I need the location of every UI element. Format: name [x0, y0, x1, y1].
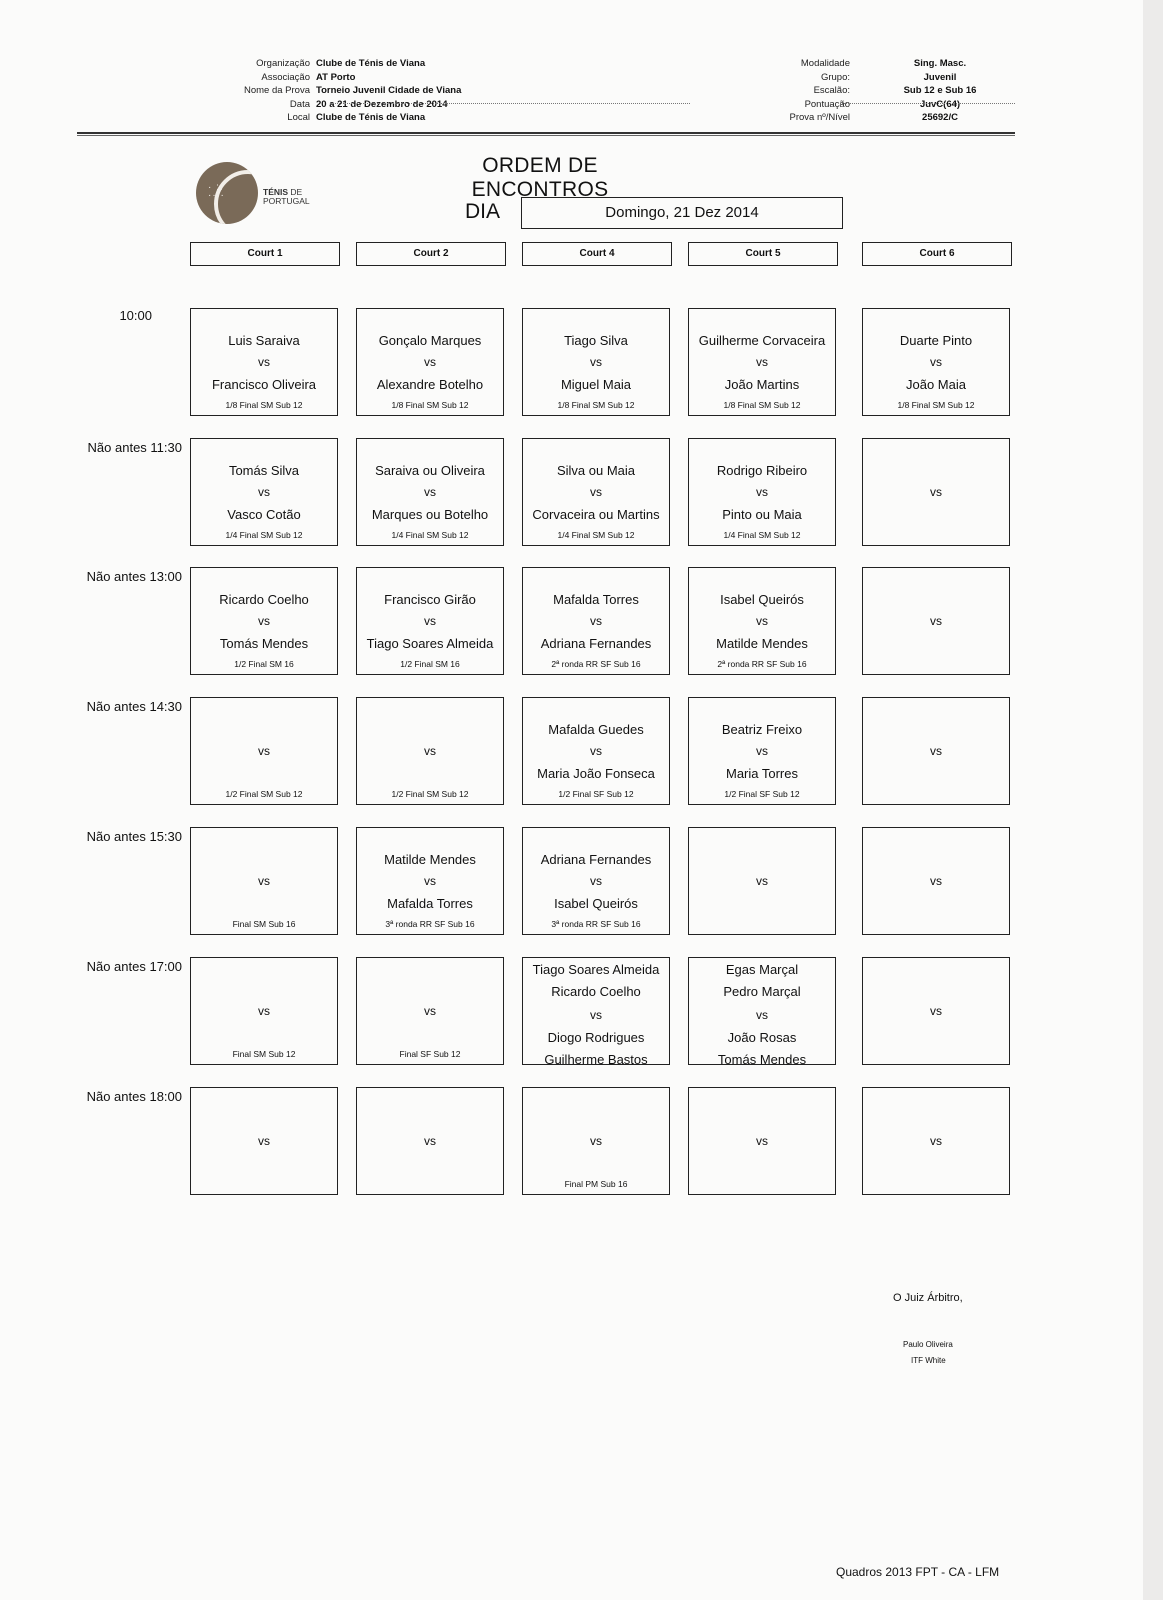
round-label: 1/2 Final SM Sub 12 — [225, 789, 303, 799]
player2: Adriana Fernandes — [540, 636, 652, 651]
time-slot-label: 10:00 — [119, 308, 152, 323]
match-cell — [688, 1087, 836, 1195]
player1: Adriana Fernandes — [540, 852, 652, 867]
header-left-value: Torneio Juvenil Cidade de Viana — [316, 85, 462, 96]
vs-label: vs — [930, 485, 942, 499]
header-right-value: Sing. Masc. — [913, 58, 967, 69]
match-cell — [190, 827, 338, 935]
footer: Quadros 2013 FPT - CA - LFM — [836, 1565, 1000, 1579]
match-cell — [522, 957, 670, 1065]
round-label: 1/4 Final SM Sub 12 — [723, 530, 801, 540]
match-cell — [862, 697, 1010, 805]
vs-label: vs — [756, 485, 768, 499]
player2: Maria Torres — [725, 766, 798, 781]
scan-edge — [1143, 0, 1163, 1600]
court-header: Court 4 — [522, 242, 672, 266]
round-label: 1/8 Final SM Sub 12 — [391, 400, 469, 410]
player1: Mafalda Guedes — [548, 722, 644, 737]
court-header: Court 5 — [688, 242, 838, 266]
header-left-value: 20 a 21 de Dezembro de 2014 — [316, 98, 448, 110]
time-slot-label: Não antes 15:30 — [86, 829, 182, 844]
time-slot-label: Não antes 13:00 — [86, 569, 182, 584]
match-cell — [190, 308, 338, 416]
signature-name: Paulo Oliveira — [903, 1340, 953, 1349]
team2-player1: João Rosas — [727, 1030, 797, 1045]
round-label: 1/8 Final SM Sub 12 — [897, 400, 975, 410]
match-cell — [522, 308, 670, 416]
vs-label: vs — [590, 355, 602, 369]
player2: Francisco Oliveira — [211, 377, 317, 392]
round-label: 3ª ronda RR SF Sub 16 — [385, 919, 475, 929]
round-label: 2ª ronda RR SF Sub 16 — [551, 659, 641, 669]
team1-player1: Egas Marçal — [725, 962, 799, 977]
match-cell — [190, 438, 338, 546]
player1: Guilherme Corvaceira — [698, 333, 826, 348]
player1: Isabel Queirós — [720, 592, 804, 607]
header-rule-thin — [77, 135, 1015, 136]
vs-label: vs — [756, 1008, 768, 1022]
team2-player2: Guilherme Bastos — [544, 1052, 648, 1067]
round-label: 1/2 Final SM 16 — [400, 659, 460, 669]
team1-player2: Ricardo Coelho — [551, 984, 641, 999]
vs-label: vs — [424, 485, 436, 499]
match-cell — [190, 567, 338, 675]
day-value: Domingo, 21 Dez 2014 — [521, 197, 843, 229]
match-cell — [522, 827, 670, 935]
vs-label: vs — [258, 744, 270, 758]
vs-label: vs — [258, 614, 270, 628]
round-label: 1/2 Final SM Sub 12 — [391, 789, 469, 799]
player1: Tomás Silva — [228, 463, 300, 478]
match-cell — [356, 308, 504, 416]
header-rule — [77, 132, 1015, 134]
player2: Mafalda Torres — [387, 896, 473, 911]
day-label: DIA — [465, 200, 501, 223]
header-right-value: Juvenil — [923, 71, 957, 83]
match-cell — [522, 438, 670, 546]
match-cell — [356, 438, 504, 546]
round-label: 1/8 Final SM Sub 12 — [225, 400, 303, 410]
logo-line1-bold: TÉNIS — [263, 187, 289, 197]
vs-label: vs — [756, 1134, 768, 1148]
player1: Saraiva ou Oliveira — [375, 463, 485, 478]
match-cell — [522, 1087, 670, 1195]
vs-label: vs — [424, 355, 436, 369]
round-label: Final PM Sub 16 — [564, 1179, 628, 1189]
court-header: Court 2 — [356, 242, 506, 266]
tennis-portugal-logo-icon: · :: ·· · — [196, 162, 258, 224]
player1: Rodrigo Ribeiro — [716, 463, 808, 478]
match-cell — [862, 438, 1010, 546]
vs-label: vs — [930, 1134, 942, 1148]
vs-label: vs — [590, 744, 602, 758]
round-label: 3ª ronda RR SF Sub 16 — [551, 919, 641, 929]
header-right-label: Escalão: — [813, 85, 850, 96]
header-left-label: Organização — [256, 58, 310, 69]
header-left-value: Clube de Ténis de Viana — [316, 112, 426, 123]
header-left — [200, 57, 680, 132]
match-cell — [522, 567, 670, 675]
logo-text — [263, 188, 310, 206]
player2: Alexandre Botelho — [376, 377, 484, 392]
round-label: Final SM Sub 12 — [232, 1049, 296, 1059]
match-cell — [190, 1087, 338, 1195]
header-right-value: Sub 12 e Sub 16 — [903, 85, 977, 96]
match-cell — [356, 827, 504, 935]
court-header: Court 1 — [190, 242, 340, 266]
match-cell — [356, 697, 504, 805]
time-slot-label: Não antes 11:30 — [87, 440, 182, 455]
player2: Miguel Maia — [560, 377, 632, 392]
vs-label: vs — [424, 744, 436, 758]
round-label: Final SF Sub 12 — [399, 1049, 461, 1059]
logo-line1-rest: DE — [288, 187, 303, 197]
match-cell — [356, 957, 504, 1065]
time-slot-label: Não antes 17:00 — [86, 959, 182, 974]
team1-player1: Tiago Soares Almeida — [532, 962, 660, 977]
match-cell — [862, 308, 1010, 416]
match-cell — [688, 438, 836, 546]
court-header: Court 6 — [862, 242, 1012, 266]
header-left-value: Clube de Ténis de Viana — [316, 58, 426, 69]
vs-label: vs — [590, 485, 602, 499]
player2: Matilde Mendes — [716, 636, 808, 651]
match-cell — [356, 567, 504, 675]
header-right-value: 25692/C — [922, 112, 958, 123]
player2: Vasco Cotão — [227, 507, 301, 522]
player2: Tiago Soares Almeida — [366, 636, 494, 651]
header-left-label: Local — [287, 112, 310, 123]
team2-player2: Tomás Mendes — [717, 1052, 807, 1067]
page-title: ORDEM DE ENCONTROS — [471, 154, 609, 201]
match-cell — [862, 827, 1010, 935]
vs-label: vs — [756, 874, 768, 888]
player1: Beatriz Freixo — [721, 722, 803, 737]
player2: Corvaceira ou Martins — [532, 507, 660, 522]
team2-player1: Diogo Rodrigues — [547, 1030, 645, 1045]
header-right-value: JuvC(64) — [919, 98, 961, 110]
vs-label: vs — [424, 1134, 436, 1148]
round-label: 2ª ronda RR SF Sub 16 — [717, 659, 807, 669]
vs-label: vs — [258, 874, 270, 888]
logo-line2: PORTUGAL — [263, 196, 310, 206]
vs-label: vs — [930, 874, 942, 888]
vs-label: vs — [756, 614, 768, 628]
header-right-label: Grupo: — [820, 71, 850, 83]
time-slot-label: Não antes 14:30 — [86, 699, 182, 714]
header-right-label: Modalidade — [800, 58, 850, 69]
match-cell — [522, 697, 670, 805]
vs-label: vs — [930, 614, 942, 628]
vs-label: vs — [930, 1004, 942, 1018]
header-left-value: AT Porto — [316, 71, 356, 83]
vs-label: vs — [258, 355, 270, 369]
time-slot-label: Não antes 18:00 — [86, 1089, 182, 1104]
vs-label: vs — [590, 614, 602, 628]
player2: João Martins — [724, 377, 800, 392]
vs-label: vs — [930, 355, 942, 369]
team1-player2: Pedro Marçal — [723, 984, 801, 999]
player1: Silva ou Maia — [556, 463, 636, 478]
player1: Gonçalo Marques — [378, 333, 482, 348]
match-cell — [688, 957, 836, 1065]
player2: Maria João Fonseca — [537, 766, 655, 781]
match-cell — [862, 567, 1010, 675]
player1: Francisco Girão — [384, 592, 476, 607]
player2: Marques ou Botelho — [371, 507, 489, 522]
vs-label: vs — [930, 744, 942, 758]
round-label: 1/4 Final SM Sub 12 — [391, 530, 469, 540]
player2: Isabel Queirós — [554, 896, 638, 911]
player1: Duarte Pinto — [899, 333, 973, 348]
vs-label: vs — [590, 1008, 602, 1022]
signature-qualification: ITF White — [911, 1356, 946, 1365]
round-label: 1/8 Final SM Sub 12 — [723, 400, 801, 410]
player2: João Maia — [906, 377, 966, 392]
vs-label: vs — [258, 485, 270, 499]
player2: Pinto ou Maia — [722, 507, 802, 522]
header-right-divider — [840, 103, 1015, 104]
round-label: 1/2 Final SF Sub 12 — [558, 789, 634, 799]
match-cell — [688, 827, 836, 935]
round-label: 1/2 Final SM 16 — [234, 659, 294, 669]
vs-label: vs — [590, 1134, 602, 1148]
vs-label: vs — [590, 874, 602, 888]
player1: Mafalda Torres — [553, 592, 639, 607]
match-cell — [688, 567, 836, 675]
match-cell — [356, 1087, 504, 1195]
header-divider — [330, 103, 690, 104]
player1: Luis Saraiva — [228, 333, 300, 348]
player1: Tiago Silva — [564, 333, 628, 348]
vs-label: vs — [756, 355, 768, 369]
vs-label: vs — [424, 614, 436, 628]
round-label: 1/4 Final SM Sub 12 — [225, 530, 303, 540]
signature-title: O Juiz Árbitro, — [893, 1292, 963, 1304]
vs-label: vs — [756, 744, 768, 758]
player1: Ricardo Coelho — [219, 592, 309, 607]
vs-label: vs — [424, 1004, 436, 1018]
match-cell — [688, 308, 836, 416]
header-right-label: Pontuação — [804, 98, 850, 110]
vs-label: vs — [258, 1004, 270, 1018]
match-cell — [862, 1087, 1010, 1195]
match-cell — [862, 957, 1010, 1065]
vs-label: vs — [258, 1134, 270, 1148]
round-label: 1/4 Final SM Sub 12 — [557, 530, 635, 540]
vs-label: vs — [424, 874, 436, 888]
match-cell — [190, 957, 338, 1065]
round-label: 1/2 Final SF Sub 12 — [724, 789, 800, 799]
header-right-label: Prova nº/Nível — [789, 112, 850, 123]
header-right — [775, 57, 1015, 132]
header-left-label: Nome da Prova — [243, 85, 310, 96]
player2: Tomás Mendes — [219, 636, 309, 651]
match-cell — [190, 697, 338, 805]
header-left-label: Data — [289, 98, 310, 110]
round-label: 1/8 Final SM Sub 12 — [557, 400, 635, 410]
header-left-label: Associação — [261, 71, 310, 83]
round-label: Final SM Sub 16 — [232, 919, 296, 929]
player1: Matilde Mendes — [384, 852, 476, 867]
match-cell — [688, 697, 836, 805]
